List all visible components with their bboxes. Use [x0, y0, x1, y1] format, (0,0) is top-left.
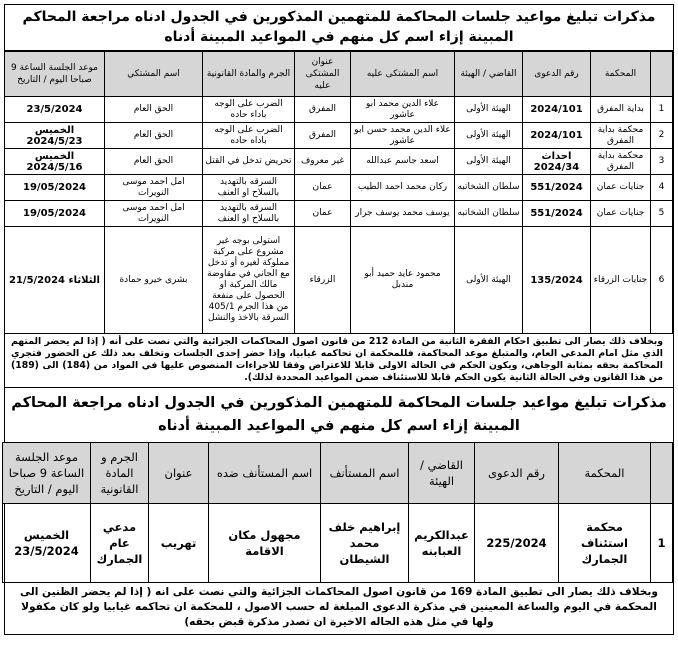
case-no-cell: 225/2024 [475, 504, 559, 583]
row-index: 5 [651, 201, 673, 227]
complainant-cell: بشرى خيرو حمادة [105, 227, 203, 334]
case-no-cell: 551/2024 [523, 175, 591, 201]
case-no-cell: 551/2024 [523, 201, 591, 227]
table-row [5, 149, 673, 175]
judge-cell: سلطان الشخاتبه [455, 175, 523, 201]
complainant-cell: الحق العام [105, 123, 203, 149]
complainant-cell: امل احمد موسى النويرات [105, 201, 203, 227]
table-row [5, 201, 673, 227]
court-cell: جنايات عمان [591, 201, 651, 227]
complainant-header: اسم المشتكي [105, 52, 203, 97]
section-2-legal-note: وبخلاف ذلك يصار الى تطبيق المادة 169 من قانون اصول المحاكمات الجزائية والتي نصت على انه ( إذا لم يحضر الظنين الى المحكمة في اليوم والساعة المعينين في مذكرة الدعوى المبلغة له حسب الاصول ، للمحكمة ان تحاكمه غيابيا ولو كان مكفولا ولها في مثل هذه الحاله الاخيرة ان تصدر مذكرة قبض بحقه) [20, 586, 658, 628]
index-header [651, 443, 673, 504]
case-no-cell: احداث 2024/34 [523, 149, 591, 175]
table-row [5, 97, 673, 123]
date-cell: الخميس 23/5/2024 [3, 504, 91, 583]
case-no-cell: 135/2024 [523, 227, 591, 334]
address-header: عنوان المشتكى عليه [295, 52, 351, 97]
court-header: المحكمة [591, 52, 651, 97]
date-cell: الخميس 2024/5/16 [5, 149, 105, 175]
index-header [651, 52, 673, 97]
address-cell: المفرق [295, 97, 351, 123]
date-cell: 19/05/2024 [5, 175, 105, 201]
judge-header: القاضي / الهيئة [455, 52, 523, 97]
table-row [5, 227, 673, 334]
date-cell: الخميس 2024/5/23 [5, 123, 105, 149]
court-cell: محكمة بداية المفرق [591, 149, 651, 175]
charge-cell: استولى بوجه غير مشروع على مركبة مملوكة لغيره أو تدخل مع الجاني في مقاوضة مالك المركبة او الحصول على منفعة من هذا الجرم 405/1 السرقة بالاخذ والنشل [203, 227, 295, 334]
charge-header: الجرم و المادة القانونية [91, 443, 149, 504]
charge-header: الجرم والمادة القانونية [203, 52, 295, 97]
hearings-table-1 [4, 51, 673, 334]
charge-cell: تحريض تدخل في القتل [203, 149, 295, 175]
judge-header: القاضي / الهيئة [409, 443, 475, 504]
row-index: 1 [651, 504, 673, 583]
address-cell: المفرق [295, 123, 351, 149]
charge-cell: مدعي عام الجمارك [91, 504, 149, 583]
notices-page [4, 4, 674, 635]
case-no-header: رقم الدعوى [475, 443, 559, 504]
defendant-header: اسم المشتكى عليه [351, 52, 455, 97]
section-1-legal-note: وبخلاف ذلك يصار الى تطبيق احكام الفقرة الثانية من المادة 212 من قانون اصول المحاكمات الجزائية والتي نصت على أنه ( إذا لم يحضر المتهم الذي مثل امام المدعي العام، والمتبلغ موعد المحاكمة، فللمحكمة ان تحاكمه غيابيا، وإذا حضر إحدى الجلسات وتخلف بعد ذلك عن الحضور فتجري المحاكمة بحقه بمثابة الوجاهي، ويكون الحكم في الحالة الاولى قابلا للاعتراض وفقا للاجراءات المنصوص عليها في المواد من (184) الى (189) من هذا القانون وفي الحالة الثانية يكون الحكم قابلا للاستئناف ضمن المواعيد المحددة لذلك). [5, 334, 673, 388]
court-cell: محكمة بداية المفرق [591, 123, 651, 149]
row-index: 1 [651, 97, 673, 123]
table-1-header-row [5, 52, 673, 97]
table-row [5, 123, 673, 149]
court-cell: جنايات عمان [591, 175, 651, 201]
case-no-cell: 2024/101 [523, 123, 591, 149]
defendant-cell: علاء الدين محمد حسن ابو عاشور [351, 123, 455, 149]
court-cell: محكمة استئناف الجمارك [559, 504, 651, 583]
case-no-header: رقم الدعوى [523, 52, 591, 97]
section-2-title: مذكرات تبليغ مواعيد جلسات المحاكمة للمتهمين المذكورين في الجدول ادناه مراجعة المحاكم المبينة إزاء اسم كل منهم في المواعيد المبينة أدناه [11, 395, 667, 434]
defendant-cell: ركان محمد احمد الطيب [351, 175, 455, 201]
date-cell: 19/05/2024 [5, 201, 105, 227]
respondent-cell: مجهول مكان الاقامة [209, 504, 321, 583]
defendant-cell: محمود عايد حميد أبو مندبل [351, 227, 455, 334]
row-index: 3 [651, 149, 673, 175]
address-cell: الزرقاء [295, 227, 351, 334]
table-row [3, 504, 673, 583]
address-cell: عمان [295, 201, 351, 227]
respondent-header: اسم المستأنف ضده [209, 443, 321, 504]
court-cell: جنايات الزرقاء [591, 227, 651, 334]
appellant-header: اسم المستأنف [321, 443, 409, 504]
address-cell: غير معروف [295, 149, 351, 175]
defendant-cell: علاء الدين محمد ابو عاشور [351, 97, 455, 123]
section-1-title: مذكرات تبليغ مواعيد جلسات المحاكمة للمتهمين المذكورين في الجدول ادناه مراجعة المحاكم المبينة إزاء اسم كل منهم في المواعيد المبينة أدناه [5, 5, 673, 51]
case-no-cell: 2024/101 [523, 97, 591, 123]
hearings-table-2 [2, 442, 673, 583]
address-cell: عمان [295, 175, 351, 201]
charge-cell: الضرب على الوجه باداه حاده [203, 123, 295, 149]
defendant-cell: اسعد جاسم عبدالله [351, 149, 455, 175]
judge-cell: الهيئة الأولى [455, 149, 523, 175]
charge-cell: السرقه بالتهديد بالسلاح او العنف [203, 175, 295, 201]
charge-cell: الضرب على الوجه باداء حاده [203, 97, 295, 123]
date-header: موعد الجلسة الساعة 9 صباحا اليوم / التاريخ [3, 443, 91, 504]
table-row [5, 175, 673, 201]
address-cell: تهريب [149, 504, 209, 583]
date-header: موعد الجلسة الساعة 9 صباحا اليوم / التاريخ [5, 52, 105, 97]
row-index: 6 [651, 227, 673, 334]
complainant-cell: الحق العام [105, 97, 203, 123]
table-2-header-row [3, 443, 673, 504]
date-cell: 23/5/2024 [5, 97, 105, 123]
judge-cell: سلطان الشخاتبه [455, 201, 523, 227]
complainant-cell: امل احمد موسى النويرات [105, 175, 203, 201]
court-cell: بداية المفرق [591, 97, 651, 123]
judge-cell: الهيئة الأولى [455, 123, 523, 149]
court-header: المحكمة [559, 443, 651, 504]
judge-cell: الهيئة الأولى [455, 97, 523, 123]
row-index: 4 [651, 175, 673, 201]
address-header: عنوان [149, 443, 209, 504]
judge-cell: الهيئة الأولى [455, 227, 523, 334]
appellant-cell: إبراهيم خلف محمد الشيطان [321, 504, 409, 583]
notice-section-1 [4, 4, 674, 635]
date-cell: الثلاثاء 21/5/2024 [5, 227, 105, 334]
row-index: 2 [651, 123, 673, 149]
judge-cell: عبدالكريم العبابنه [409, 504, 475, 583]
complainant-cell: الحق العام [105, 149, 203, 175]
charge-cell: السرقه بالتهديد بالسلاح او العنف [203, 201, 295, 227]
defendant-cell: يوسف محمد يوسف جرار [351, 201, 455, 227]
